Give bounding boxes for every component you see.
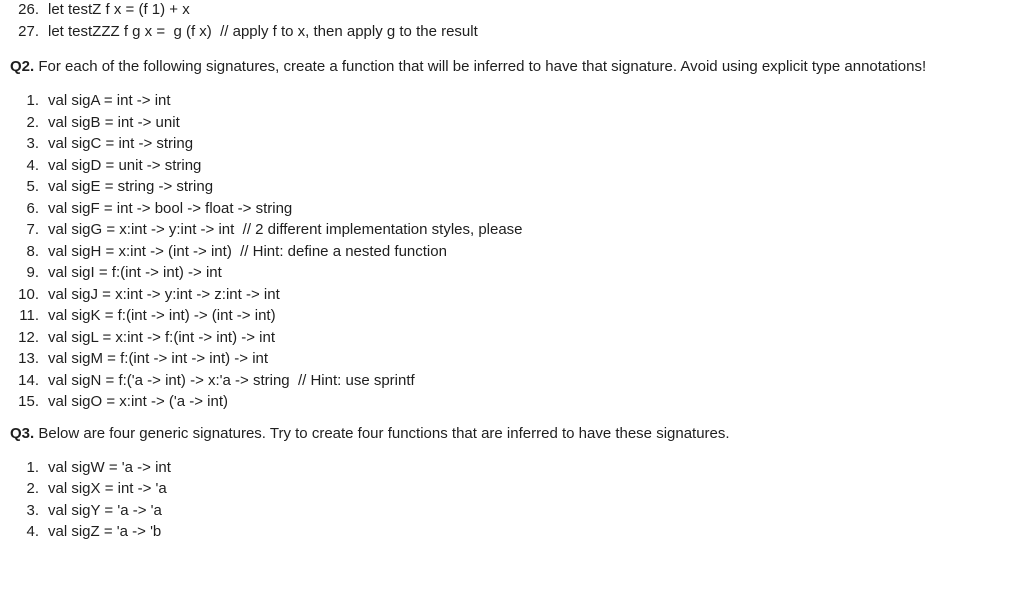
item-text: val sigG = x:int -> y:int -> int // 2 different implementation styles, please bbox=[48, 221, 523, 238]
item-text: val sigL = x:int -> f:(int -> int) -> int bbox=[48, 328, 276, 346]
item-number: 15. bbox=[18, 393, 39, 410]
item-number: 12. bbox=[18, 328, 39, 346]
item-text: val sigJ = x:int -> y:int -> z:int -> int bbox=[48, 285, 280, 303]
question-2-label: Q2. bbox=[10, 58, 35, 75]
item-text: val sigC = int -> string bbox=[48, 135, 194, 152]
list-item bbox=[10, 305, 1024, 327]
item-number: 8. bbox=[26, 242, 39, 260]
list-item bbox=[10, 391, 1024, 413]
list-item bbox=[10, 90, 1024, 112]
item-number: 3. bbox=[26, 135, 39, 152]
item-text: val sigX = int -> 'a bbox=[48, 480, 167, 497]
question-3-text: Below are four generic signatures. Try to create four functions that are inferred to have these signatures. bbox=[34, 424, 730, 442]
item-number: 1. bbox=[26, 458, 39, 476]
item-number: 4. bbox=[26, 156, 39, 174]
item-number: 1. bbox=[26, 92, 39, 109]
item-number: 27. bbox=[18, 22, 39, 40]
item-number: 2. bbox=[26, 480, 39, 497]
list-item bbox=[10, 133, 1024, 155]
list-item bbox=[10, 219, 1024, 241]
list-item bbox=[10, 284, 1024, 306]
item-number: 11. bbox=[19, 307, 39, 324]
list-item bbox=[10, 176, 1024, 198]
list-item bbox=[10, 241, 1024, 263]
list-item bbox=[10, 478, 1024, 500]
item-text: val sigZ = 'a -> 'b bbox=[48, 523, 162, 540]
item-text: val sigD = unit -> string bbox=[48, 156, 202, 174]
list-item bbox=[10, 348, 1024, 370]
item-text: val sigO = x:int -> ('a -> int) bbox=[48, 393, 229, 410]
item-number: 5. bbox=[26, 178, 39, 195]
item-text: val sigB = int -> unit bbox=[48, 113, 180, 131]
item-text: val sigF = int -> bool -> float -> string bbox=[48, 199, 293, 217]
item-number: 3. bbox=[26, 501, 39, 519]
question-2-text: For each of the following signatures, create a function that will be inferred to have that signature. Avoid using explicit type annotations! bbox=[34, 58, 927, 75]
question-2 bbox=[10, 56, 940, 78]
item-text: val sigE = string -> string bbox=[48, 178, 214, 195]
list-item bbox=[10, 198, 1024, 220]
list-item bbox=[10, 457, 1024, 479]
list-item bbox=[10, 521, 1024, 543]
item-number: 13. bbox=[18, 350, 39, 367]
item-number: 9. bbox=[26, 264, 39, 281]
item-number: 6. bbox=[26, 199, 39, 217]
item-text: val sigM = f:(int -> int -> int) -> int bbox=[48, 350, 269, 367]
question-3-label: Q3. bbox=[10, 424, 35, 442]
list-item bbox=[10, 500, 1024, 522]
question-3 bbox=[10, 423, 940, 445]
item-text: val sigN = f:('a -> int) -> x:'a -> string // Hint: use sprintf bbox=[48, 371, 415, 389]
list-item bbox=[10, 327, 1024, 349]
q3-signature-list bbox=[10, 457, 1024, 543]
list-item bbox=[10, 155, 1024, 177]
item-number: 7. bbox=[26, 221, 39, 238]
continued-list bbox=[10, 0, 1024, 42]
item-text: let testZ f x = (f 1) + x bbox=[48, 1, 190, 18]
list-item bbox=[10, 262, 1024, 284]
list-item bbox=[10, 370, 1024, 392]
item-text: val sigY = 'a -> 'a bbox=[48, 501, 162, 519]
item-number: 26. bbox=[18, 1, 39, 18]
item-text: val sigK = f:(int -> int) -> (int -> int) bbox=[48, 307, 276, 324]
item-text: val sigH = x:int -> (int -> int) // Hint: define a nested function bbox=[48, 242, 447, 260]
item-text: val sigA = int -> int bbox=[48, 92, 171, 109]
q2-signature-list bbox=[10, 90, 1024, 413]
item-number: 10. bbox=[18, 285, 39, 303]
list-item bbox=[10, 21, 1024, 43]
list-item bbox=[10, 112, 1024, 134]
item-number: 4. bbox=[26, 523, 39, 540]
item-text: let testZZZ f g x = g (f x) // apply f to x, then apply g to the result bbox=[48, 22, 478, 40]
item-number: 2. bbox=[26, 113, 39, 131]
item-text: val sigI = f:(int -> int) -> int bbox=[48, 264, 222, 281]
item-text: val sigW = 'a -> int bbox=[48, 458, 171, 476]
list-item bbox=[10, 0, 1024, 21]
item-number: 14. bbox=[18, 371, 39, 389]
